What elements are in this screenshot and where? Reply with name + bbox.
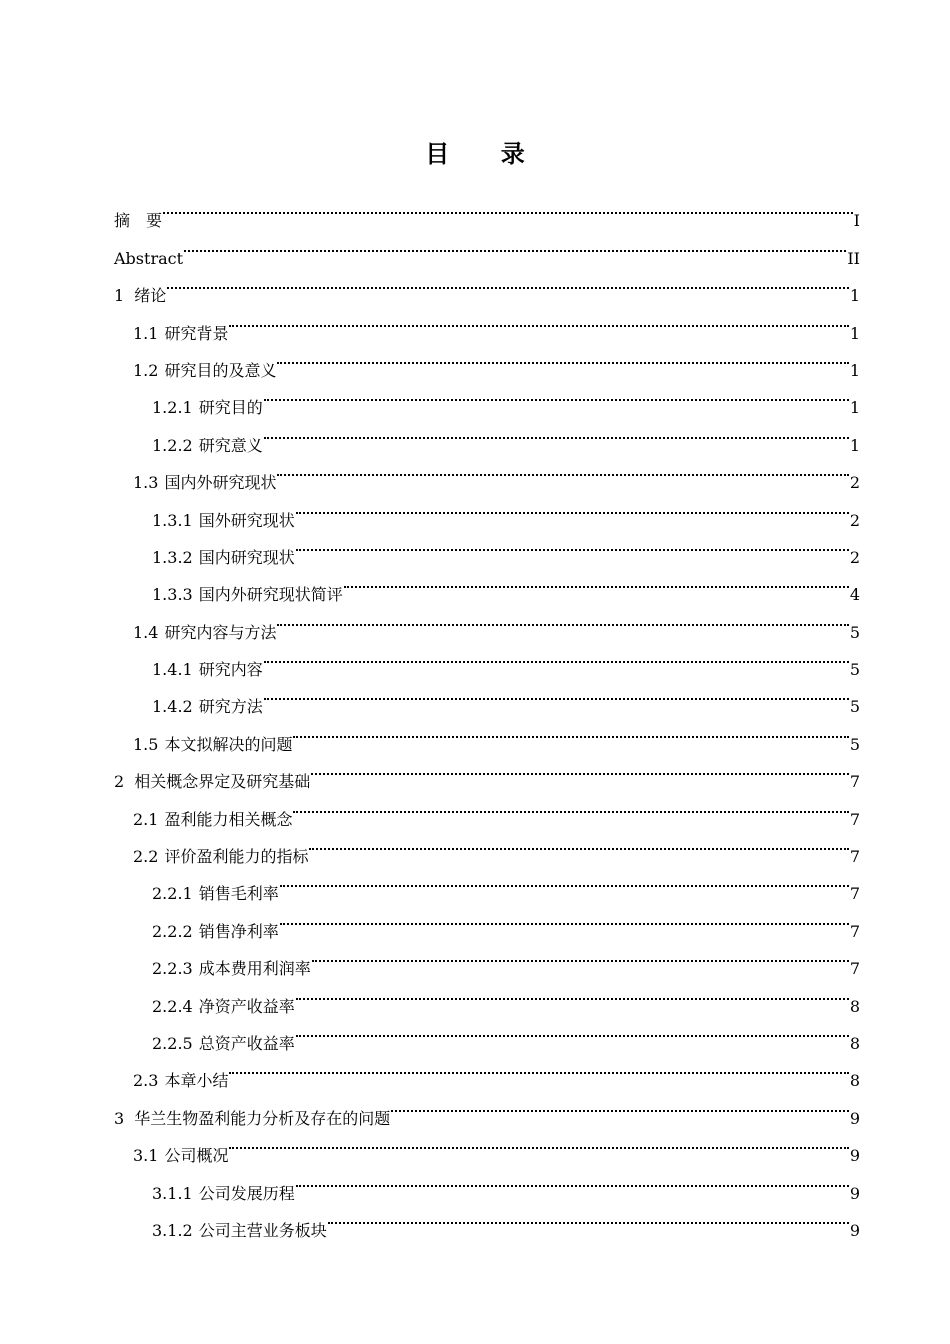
toc-entry-number: 3 [114, 1108, 125, 1128]
toc-entry-number: 1.3.2 [152, 547, 193, 567]
toc-entry-number: 2.2.3 [152, 959, 193, 979]
toc-entry-number: 1.3.3 [152, 585, 193, 605]
toc-dot-leader [280, 862, 849, 899]
toc-entry-page: 5 [849, 697, 860, 717]
toc-entry-page: 7 [849, 847, 860, 867]
toc-dot-leader [296, 1012, 849, 1049]
toc-dot-leader [344, 563, 849, 600]
toc-dot-leader [264, 675, 849, 712]
toc-entry-number: 3.1 [133, 1146, 159, 1166]
toc-entry-label: 研究方法 [198, 697, 263, 717]
toc-entry-number: 1.2 [133, 360, 159, 380]
toc-dot-leader [277, 339, 848, 376]
toc-dot-leader [264, 638, 849, 675]
toc-entry-label: 国内外研究现状 [164, 473, 277, 493]
toc-entry-number: 1.2.2 [152, 435, 193, 455]
toc-entry-number: 3.1.2 [152, 1220, 193, 1240]
toc-entry-label: 公司主营业务板块 [198, 1220, 327, 1240]
toc-entry[interactable] [114, 226, 860, 268]
toc-entry-page: 8 [849, 996, 860, 1016]
toc-entry-label: 公司概况 [164, 1146, 229, 1166]
toc-entry-page: 7 [849, 772, 860, 792]
toc-dot-leader [229, 1049, 848, 1086]
toc-entry-page: 4 [849, 585, 860, 605]
toc-entry-number: 2.2.4 [152, 996, 193, 1016]
toc-entry-page: 5 [849, 622, 860, 642]
toc-dot-leader [277, 600, 848, 637]
toc-entry-page: 8 [849, 1033, 860, 1053]
toc-entry-page: 2 [849, 547, 860, 567]
toc-dot-leader [328, 1199, 849, 1236]
toc-entry-label: 国内研究现状 [198, 547, 295, 567]
toc-entry-label: 研究内容与方法 [164, 622, 277, 642]
toc-entry-label: 绪论 [134, 286, 167, 306]
toc-entry[interactable] [114, 301, 860, 343]
toc-dot-leader [264, 376, 849, 413]
toc-entry-page: 5 [849, 660, 860, 680]
toc-entry-label: 本文拟解决的问题 [164, 734, 293, 754]
toc-entry-page: 7 [849, 959, 860, 979]
toc-entry-label: 成本费用利润率 [198, 959, 311, 979]
toc-dot-leader [277, 451, 848, 488]
toc-entry-label: 研究内容 [198, 660, 263, 680]
toc-dot-leader [312, 937, 849, 974]
toc-dot-leader [184, 226, 846, 263]
toc-entry-number: 2.2 [133, 847, 159, 867]
toc-entry-label: 国外研究现状 [198, 510, 295, 530]
toc-dot-leader [296, 1161, 849, 1198]
toc-entry-page: 1 [849, 323, 860, 343]
toc-dot-leader [163, 189, 853, 226]
toc-entry-page: 1 [849, 398, 860, 418]
toc-dot-leader [296, 526, 849, 563]
toc-entry-label: 研究意义 [198, 435, 263, 455]
toc-entry-label: 销售毛利率 [198, 884, 279, 904]
toc-entry-page: 1 [849, 286, 860, 306]
toc-entry-label: 盈利能力相关概念 [164, 809, 293, 829]
toc-entry-label: 总资产收益率 [198, 1033, 295, 1053]
toc-entry-number: 1.4 [133, 622, 159, 642]
toc-entry[interactable] [114, 264, 860, 306]
toc-dot-leader [229, 1124, 848, 1161]
toc-entry-label: 评价盈利能力的指标 [164, 847, 309, 867]
toc-entry-number: 2.2.1 [152, 884, 193, 904]
toc-entry-page: 2 [849, 510, 860, 530]
toc-dot-leader [311, 750, 849, 787]
toc-entry-page: 1 [849, 360, 860, 380]
toc-entry-number: 1 [114, 286, 125, 306]
toc-dot-leader [280, 899, 849, 936]
toc-entry-number: 2.3 [133, 1071, 159, 1091]
toc-entry-page: I [853, 211, 860, 231]
toc-entry-page: 9 [849, 1183, 860, 1203]
toc-entry-number: 1.3.1 [152, 510, 193, 530]
toc-entry-page: 2 [849, 473, 860, 493]
toc-entry-number: 2.1 [133, 809, 159, 829]
toc-entry-label: 销售净利率 [198, 921, 279, 941]
toc-entry-number: 1.4.1 [152, 660, 193, 680]
toc-entry-page: 9 [849, 1220, 860, 1240]
toc-dot-leader [293, 787, 848, 824]
toc-entry-label: 公司发展历程 [198, 1183, 295, 1203]
toc-entry-number: 1.3 [133, 473, 159, 493]
toc-entry-page: 9 [849, 1108, 860, 1128]
toc-entry-page: 9 [849, 1146, 860, 1166]
page-title: 目 录 [425, 140, 547, 169]
toc-dot-leader [391, 1086, 849, 1123]
toc-entry-page: 5 [849, 734, 860, 754]
toc-entry-page: 7 [849, 884, 860, 904]
table-of-contents [114, 189, 860, 1240]
toc-dot-leader [296, 488, 849, 525]
toc-entry-number: 2 [114, 772, 125, 792]
toc-entry-number: 2.2.2 [152, 921, 193, 941]
toc-entry-label: 研究目的及意义 [164, 360, 277, 380]
toc-entry-page: 7 [849, 809, 860, 829]
toc-entry-label: 华兰生物盈利能力分析及存在的问题 [134, 1108, 391, 1128]
toc-dot-leader [296, 974, 849, 1011]
toc-entry-label: Abstract [114, 248, 184, 268]
toc-entry-label: 研究目的 [198, 398, 263, 418]
toc-entry-page: II [847, 248, 860, 268]
toc-entry-label: 相关概念界定及研究基础 [134, 772, 311, 792]
toc-entry-page: 1 [849, 435, 860, 455]
toc-dot-leader [229, 301, 848, 338]
toc-entry-page: 8 [849, 1071, 860, 1091]
toc-entry-label: 净资产收益率 [198, 996, 295, 1016]
toc-entry-page: 7 [849, 921, 860, 941]
toc-dot-leader [264, 413, 849, 450]
toc-entry-number: 2.2.5 [152, 1033, 193, 1053]
toc-entry-label: 国内外研究现状简评 [198, 585, 343, 605]
toc-entry-number: 1.5 [133, 734, 159, 754]
toc-entry-label: 本章小结 [164, 1071, 229, 1091]
toc-dot-leader [293, 712, 848, 749]
toc-entry[interactable] [114, 189, 860, 231]
toc-entry-number: 1.2.1 [152, 398, 193, 418]
toc-entry-label: 摘 要 [114, 211, 163, 231]
toc-entry-number: 1.1 [133, 323, 159, 343]
toc-dot-leader [167, 264, 849, 301]
toc-entry-label: 研究背景 [164, 323, 229, 343]
toc-entry-number: 3.1.1 [152, 1183, 193, 1203]
toc-dot-leader [309, 825, 848, 862]
toc-entry-number: 1.4.2 [152, 697, 193, 717]
